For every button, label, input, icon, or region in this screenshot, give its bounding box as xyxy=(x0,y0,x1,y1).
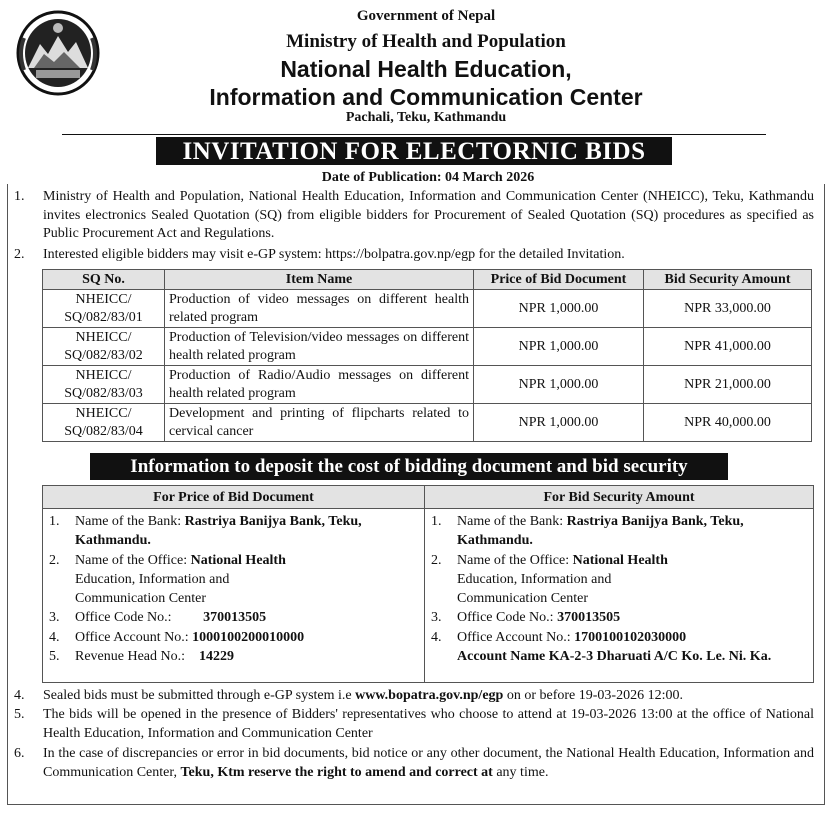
point-5-number: 5. xyxy=(14,707,25,722)
sq-number: NHEICC/ SQ/082/83/04 xyxy=(43,404,165,442)
ministry-heading: Ministry of Health and Population xyxy=(286,31,566,52)
publication-date: Date of Publication: 04 March 2026 xyxy=(321,170,535,185)
notice-title: INVITATION FOR ELECTORNIC BIDS xyxy=(156,137,672,165)
col-price: Price of Bid Document xyxy=(474,270,644,290)
bank-name: Rastriya Banijya Bank, Teku, Kathmandu. xyxy=(457,514,744,549)
table-row xyxy=(43,328,812,366)
list-item: 3. Office Code No.: 370013505 xyxy=(431,610,621,626)
office-code: 370013505 xyxy=(557,610,621,626)
revenue-head: 14229 xyxy=(199,649,235,665)
center-heading-line2: Information and Communication Center xyxy=(209,84,643,110)
bid-security-deposit-list xyxy=(431,512,803,666)
point-2-number: 2. xyxy=(14,247,25,262)
list-item: 4. Office Account No.: 1700100102030000 xyxy=(431,629,687,645)
office-account: 1000100200010000 xyxy=(192,629,305,645)
point-1-number: 1. xyxy=(14,189,25,204)
bid-security-amount: NPR 33,000.00 xyxy=(644,290,812,328)
table-row xyxy=(43,290,812,328)
sq-number: NHEICC/ SQ/082/83/03 xyxy=(43,366,165,404)
list-item: 4. Office Account No.: 1000100200010000 xyxy=(49,629,305,645)
government-heading: Government of Nepal xyxy=(356,8,496,24)
list-item: 1. Name of the Bank: Rastriya Banijya Bank, Teku, Kathmandu. xyxy=(431,514,744,549)
bid-security-amount: NPR 41,000.00 xyxy=(644,328,812,366)
sq-number: NHEICC/ SQ/082/83/02 xyxy=(43,328,165,366)
office-account: 1700100102030000 xyxy=(574,629,687,645)
item-name: Development and printing of flipcharts related to cervical cancer xyxy=(165,404,474,442)
item-name: Production of Radio/Audio messages on different health related program xyxy=(165,366,474,404)
bid-document-deposit-heading: For Price of Bid Document xyxy=(43,486,424,509)
bid-document-price: NPR 1,000.00 xyxy=(474,328,644,366)
list-item: 2. Name of the Office: National Health Education, Information and Communication Center xyxy=(49,552,286,607)
bank-name: Rastriya Banijya Bank, Teku, Kathmandu. xyxy=(75,514,362,549)
reserve-right-clause: Teku, Ktm reserve the right to amend and correct at xyxy=(180,764,493,780)
deposit-info-title: Information to deposit the cost of bidding document and bid security xyxy=(90,453,728,480)
col-item-name: Item Name xyxy=(165,270,474,290)
list-item: 5. Revenue Head No.: 14229 xyxy=(49,649,235,665)
point-2-text: Interested eligible bidders may visit e-GP system: https://bolpatra.gov.np/egp for the detailed Invitation. xyxy=(43,247,625,262)
list-item: 3. Office Code No.: 370013505 xyxy=(49,610,267,626)
header-divider xyxy=(62,134,766,135)
list-item: 2. Name of the Office: National Health Education, Information and Communication Center xyxy=(431,552,668,607)
sq-number: NHEICC/ SQ/082/83/01 xyxy=(43,290,165,328)
deposit-info-box xyxy=(42,485,814,683)
center-heading-line1: National Health Education, xyxy=(280,56,572,82)
address: Pachali, Teku, Kathmandu xyxy=(345,110,507,125)
egp-link[interactable]: www.bopatra.gov.np/egp xyxy=(355,688,504,703)
list-item: 1. Name of the Bank: Rastriya Banijya Bank, Teku, Kathmandu. xyxy=(49,514,362,549)
point-6-number: 6. xyxy=(14,746,25,761)
office-name: National Health xyxy=(190,552,286,568)
bid-security-amount: NPR 21,000.00 xyxy=(644,366,812,404)
deposit-column-divider xyxy=(424,486,425,682)
item-name: Production of video messages on different health related program xyxy=(165,290,474,328)
bid-document-deposit-list xyxy=(49,512,409,666)
office-name: National Health xyxy=(572,552,668,568)
col-security: Bid Security Amount xyxy=(644,270,812,290)
bid-security-amount: NPR 40,000.00 xyxy=(644,404,812,442)
item-name: Production of Television/video messages on different health related program xyxy=(165,328,474,366)
table-row xyxy=(43,366,812,404)
point-4-number: 4. xyxy=(14,688,25,703)
office-code: 370013505 xyxy=(203,610,267,626)
bid-document-price: NPR 1,000.00 xyxy=(474,366,644,404)
bid-security-deposit-heading: For Bid Security Amount xyxy=(425,486,813,509)
account-name: Account Name KA-2-3 Dharuati A/C Ko. Le. Ni. Ka. xyxy=(457,649,772,665)
table-header-row xyxy=(43,270,812,290)
col-sq-no: SQ No. xyxy=(43,270,165,290)
list-item xyxy=(431,647,803,666)
point-1-text: Ministry of Health and Population, National Health Education, Information and Communication Center (NHEICC), Teku, Kathmandu invites electronics Sealed Quotation (SQ) from eligible bidders for Procurement of Sealed Quotation (SQ) procedures as specified as Public Procurement Act and Regulations. xyxy=(43,189,814,241)
bid-document-price: NPR 1,000.00 xyxy=(474,404,644,442)
point-5-text: The bids will be opened in the presence of Bidders' representatives who choose to attend at 19-03-2026 13:00 at the office of National Health Education, Information and Communication Center xyxy=(43,707,814,741)
table-row xyxy=(43,404,812,442)
bid-items-table xyxy=(42,269,812,442)
bid-document-price: NPR 1,000.00 xyxy=(474,290,644,328)
